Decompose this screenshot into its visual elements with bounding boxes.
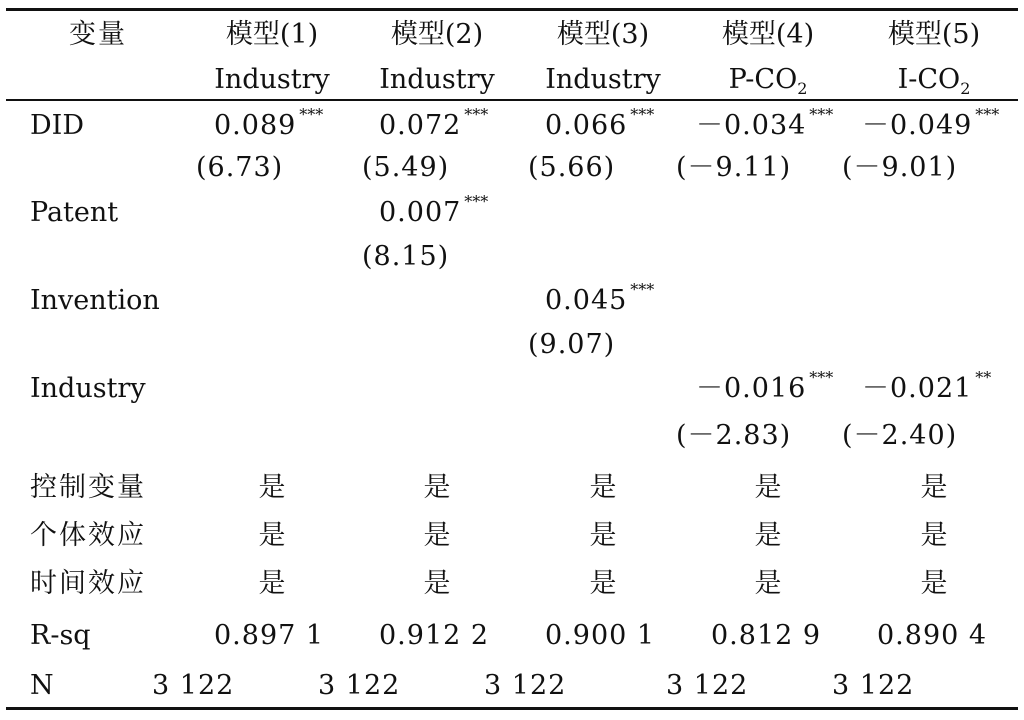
industry-coef-4: －0.016 *** <box>696 368 834 404</box>
row-label-controls: 控制变量 <box>30 472 146 503</box>
individual-fe-value-4: 是 <box>754 520 782 551</box>
row-label-industry: Industry <box>30 373 146 404</box>
rsq-value-4: 0.812 9 <box>711 620 822 651</box>
rsq-value-3: 0.900 1 <box>545 620 656 651</box>
header-depvar-5: $I-CO_2$ <box>897 64 971 98</box>
did-t-1: (6.73) <box>196 152 284 183</box>
time-fe-value-4: 是 <box>754 568 782 599</box>
time-fe-value-1: 是 <box>258 568 286 599</box>
did-coef-2: 0.072 *** <box>379 105 489 141</box>
individual-fe-value-3: 是 <box>589 520 617 551</box>
did-coef-1: 0.089 *** <box>214 105 324 141</box>
did-t-4: (－9.11) <box>676 152 792 183</box>
header-model-5: 模型(5) <box>887 19 981 50</box>
header-model-2: 模型(2) <box>390 19 484 50</box>
table-top-rule <box>6 8 1018 11</box>
n-value-5: 3 122 <box>832 670 915 701</box>
time-fe-value-3: 是 <box>589 568 617 599</box>
header-depvar-1: Industry <box>214 64 330 95</box>
patent-t-2: (8.15) <box>362 241 450 272</box>
invention-t-3: (9.07) <box>528 329 616 360</box>
row-label-time-fe: 时间效应 <box>30 568 146 599</box>
rsq-value-5: 0.890 4 <box>877 620 988 651</box>
header-variable: 变量 <box>69 19 127 50</box>
did-coef-3: 0.066 *** <box>545 105 655 141</box>
individual-fe-value-1: 是 <box>258 520 286 551</box>
table-header-rule <box>6 99 1018 101</box>
individual-fe-value-2: 是 <box>423 520 451 551</box>
rsq-value-1: 0.897 1 <box>214 620 325 651</box>
industry-t-4: (－2.83) <box>676 420 792 451</box>
header-model-3: 模型(3) <box>556 19 650 50</box>
industry-coef-5: －0.021 ** <box>862 368 992 404</box>
controls-value-2: 是 <box>423 472 451 503</box>
rsq-value-2: 0.912 2 <box>379 620 490 651</box>
row-label-patent: Patent <box>30 197 119 228</box>
controls-value-4: 是 <box>754 472 782 503</box>
row-label-individual-fe: 个体效应 <box>30 520 146 551</box>
row-label-did: DID <box>30 110 84 141</box>
header-depvar-3: Industry <box>545 64 661 95</box>
individual-fe-value-5: 是 <box>920 520 948 551</box>
row-label-rsq: R-sq <box>30 620 91 651</box>
controls-value-3: 是 <box>589 472 617 503</box>
header-model-1: 模型(1) <box>225 19 319 50</box>
did-coef-4: －0.034 *** <box>696 105 834 141</box>
invention-coef-3: 0.045 *** <box>545 280 655 316</box>
did-t-3: (5.66) <box>528 152 616 183</box>
industry-t-5: (－2.40) <box>842 420 958 451</box>
n-value-3: 3 122 <box>484 670 567 701</box>
table-bottom-rule <box>6 707 1018 710</box>
row-label-invention: Invention <box>30 285 160 316</box>
header-depvar-4: $P-CO_2$ <box>728 64 808 98</box>
patent-coef-2: 0.007 *** <box>379 192 489 228</box>
n-value-1: 3 122 <box>152 670 235 701</box>
header-depvar-2: Industry <box>379 64 495 95</box>
controls-value-1: 是 <box>258 472 286 503</box>
n-value-4: 3 122 <box>666 670 749 701</box>
did-t-5: (－9.01) <box>842 152 958 183</box>
row-label-n: N <box>30 670 54 701</box>
time-fe-value-5: 是 <box>920 568 948 599</box>
did-t-2: (5.49) <box>362 152 450 183</box>
n-value-2: 3 122 <box>318 670 401 701</box>
time-fe-value-2: 是 <box>423 568 451 599</box>
controls-value-5: 是 <box>920 472 948 503</box>
header-model-4: 模型(4) <box>721 19 815 50</box>
did-coef-5: －0.049 *** <box>862 105 1000 141</box>
